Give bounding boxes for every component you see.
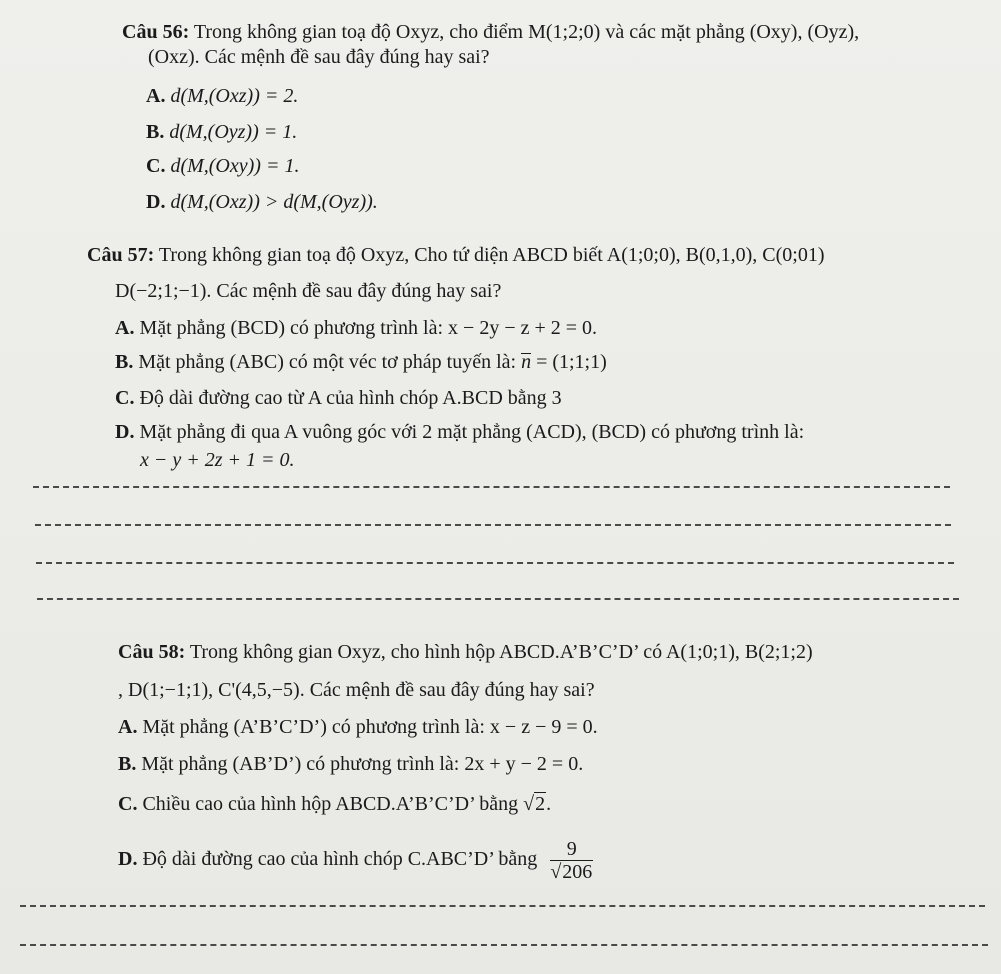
q57-option-c: C. Độ dài đường cao từ A của hình chóp A.BCD bằng 3 bbox=[115, 387, 562, 409]
fraction-denominator: √206 bbox=[550, 860, 593, 883]
q58-stem-text: Trong không gian Oxyz, cho hình hộp ABCD.A’B’C’D’ có A(1;0;1), B(2;1;2) bbox=[189, 641, 813, 663]
q56-option-d: D. d(M,(Oxz)) > d(M,(Oyz)). bbox=[146, 191, 378, 213]
q57-option-b: B. Mặt phẳng (ABC) có một véc tơ pháp tuyến là: n = (1;1;1) bbox=[115, 351, 607, 373]
answer-line bbox=[35, 524, 951, 526]
q58-stem-line1 bbox=[118, 640, 813, 664]
q56-stem-line2: (Oxz). Các mệnh đề sau đây đúng hay sai? bbox=[148, 46, 490, 68]
q57-option-a: A. Mặt phẳng (BCD) có phương trình là: x − 2y − z + 2 = 0. bbox=[115, 317, 598, 339]
fraction bbox=[550, 838, 593, 883]
q57-option-d-equation: x − y + 2z + 1 = 0. bbox=[140, 449, 295, 471]
q57-stem-line2: D(−2;1;−1). Các mệnh đề sau đây đúng hay sai? bbox=[115, 280, 502, 302]
q58-option-c: C. Chiều cao của hình hộp ABCD.A’B’C’D’ bằng √2. bbox=[118, 793, 552, 815]
fraction-numerator: 9 bbox=[550, 838, 593, 861]
q56-stem-line1 bbox=[122, 20, 859, 44]
q58-option-b: B. Mặt phẳng (AB’D’) có phương trình là: 2x + y − 2 = 0. bbox=[118, 753, 584, 775]
q57-stem-line1 bbox=[87, 243, 825, 267]
q56-label: Câu 56: bbox=[122, 21, 190, 43]
answer-line bbox=[20, 944, 988, 946]
sqrt-expression: √2 bbox=[523, 793, 546, 815]
q56-option-b: B. d(M,(Oyz)) = 1. bbox=[146, 121, 298, 143]
q58-option-d: D. Độ dài đường cao của hình chóp C.ABC’D’ bằng $\frac{9}{√206}$ bbox=[118, 837, 593, 883]
q57-stem-text: Trong không gian toạ độ Oxyz, Cho tứ diện ABCD biết A(1;0;0), B(0,1,0), C(0;01) bbox=[158, 244, 825, 266]
q58-stem-line2: , D(1;−1;1), C'(4,5,−5). Các mệnh đề sau đây đúng hay sai? bbox=[118, 679, 595, 701]
answer-line bbox=[37, 598, 959, 600]
q57-label: Câu 57: bbox=[87, 244, 155, 266]
q57-option-d: D. Mặt phẳng đi qua A vuông góc với 2 mặt phẳng (ACD), (BCD) có phương trình là: bbox=[115, 421, 805, 443]
q56-stem-text: Trong không gian toạ độ Oxyz, cho điểm M(1;2;0) và các mặt phẳng (Oxy), (Oyz), bbox=[193, 21, 860, 43]
normal-vector-n: n bbox=[521, 351, 532, 373]
answer-line bbox=[36, 562, 954, 564]
q56-option-c: C. d(M,(Oxy)) = 1. bbox=[146, 155, 300, 177]
q56-option-a: A. d(M,(Oxz)) = 2. bbox=[146, 85, 299, 107]
q58-label: Câu 58: bbox=[118, 641, 186, 663]
answer-line bbox=[33, 486, 950, 488]
answer-line bbox=[20, 905, 985, 907]
q58-option-a: A. Mặt phẳng (A’B’C’D’) có phương trình là: x − z − 9 = 0. bbox=[118, 716, 598, 738]
